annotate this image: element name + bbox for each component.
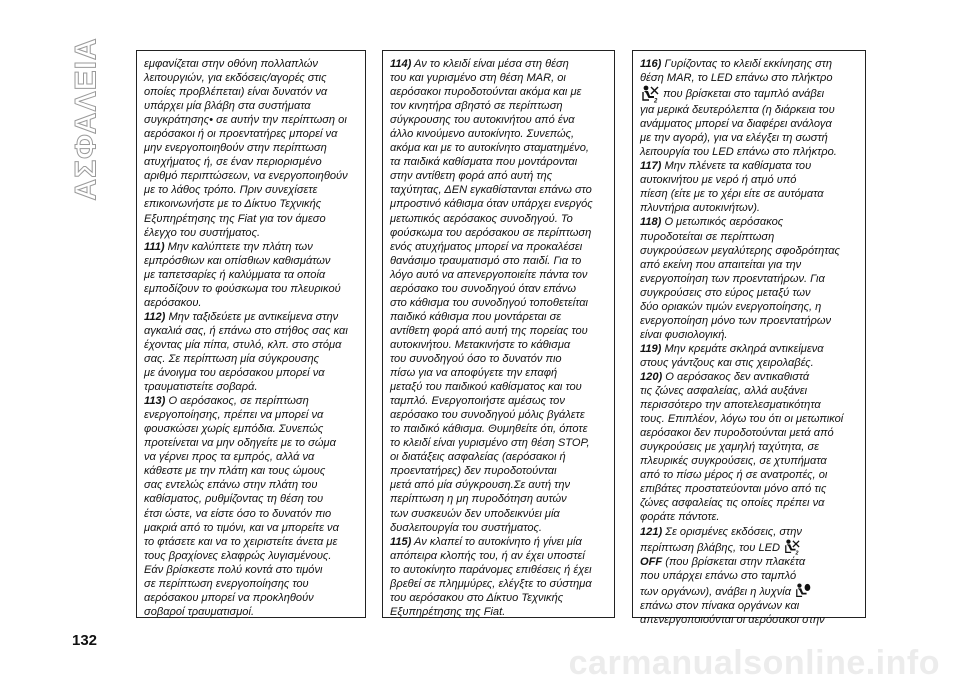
- text-line: στους γάντζους και στις χειρολαβές.: [640, 356, 814, 369]
- text-line: αερόσακο του συνοδηγού μόλις βγάλετε: [390, 409, 585, 422]
- text-line: συγκρούσεις με χαμηλή ταχύτητα, σε: [640, 441, 820, 454]
- text-line: φουσκώσει χωρίς εμπόδια. Συνεπώς: [144, 423, 324, 436]
- text-line: τον κινητήρα σβηστό σε περίπτωση: [390, 100, 563, 113]
- text-line: αερόσακου.: [144, 296, 202, 309]
- text-line: τις ζώνες ασφαλείας, αλλά αυξάνει: [640, 385, 808, 398]
- text-line: αυτοκινήτου. Μετακινήστε το κάθισμα: [390, 338, 571, 351]
- text-line: ανάμματος μπορεί να διαφέρει ανάλογα: [640, 118, 832, 131]
- text-column-1: [136, 50, 366, 618]
- text-line: πίσω για να αποφύγετε την επαφή: [390, 367, 558, 380]
- text-line: Ο μετωπικός αερόσακος: [661, 216, 784, 229]
- text-line: συγκρούσεις στο εύρος μεταξύ των: [640, 286, 811, 299]
- text-line: μακριά από το τιμόνι, και να μπορείτε να: [144, 521, 339, 534]
- text-line: μπροστινό κάθισμα όταν υπάρχει ενεργός: [390, 198, 593, 211]
- text-line: περισσότερο την αποτελεσματικότητα: [640, 399, 821, 412]
- note-117: [640, 159, 858, 215]
- text-line: δυσλειτουργία του συστήματος.: [390, 521, 542, 534]
- note-number: 121): [640, 525, 663, 538]
- text-line: έχοντας μία πίπα, στυλό, κλπ. στο στόμα: [144, 338, 342, 351]
- text-line: αερόσακου μπορεί να προκληθούν: [144, 591, 314, 604]
- note-number: 111): [144, 240, 165, 253]
- note-number: 119): [640, 342, 662, 355]
- text-line: τραυματιστείτε σοβαρά.: [144, 381, 258, 394]
- passenger-airbag-off-icon: [783, 539, 801, 555]
- text-line: το αυτοκίνητο παράνομες επιθέσεις ή έχει: [390, 563, 592, 576]
- text-line: Μην καλύπτετε την πλάτη των: [164, 240, 313, 253]
- text-line: συγκρούσεων μεγαλύτερης σφοδρότητας: [640, 244, 840, 257]
- column1-intro: [144, 57, 358, 240]
- text-line: εμφανίζεται στην οθόνη πολλαπλών: [144, 58, 318, 70]
- page-number: 132: [72, 632, 98, 649]
- note-number: 112): [144, 310, 166, 323]
- text-line: περίπτωση η μη πυροδότηση αυτών: [390, 493, 567, 506]
- text-line: το κλειδί είναι γυρισμένο στη θέση STOP,: [390, 437, 590, 450]
- text-line: λόγο αυτό να απενεργοποιείτε πάντα τον: [390, 268, 588, 281]
- text-line: Εάν βρίσκεστε πολύ κοντά στο τιμόνι: [144, 563, 323, 576]
- text-line: ταμπλό. Ενεργοποιήστε αμέσως τον: [390, 395, 565, 408]
- svg-text:2: 2: [795, 550, 799, 557]
- text-line: το φτάσετε και να το χειριστείτε άνετα με: [144, 535, 338, 548]
- text-line: εμπρόσθιων και οπίσθιων καθισμάτων: [144, 254, 331, 267]
- note-number: 115): [390, 535, 412, 548]
- text-line: σύγκρουσης του αυτοκινήτου από ένα: [390, 114, 575, 127]
- off-label: OFF: [640, 555, 663, 568]
- note-number: 117): [640, 160, 662, 173]
- text-line: Εξυπηρέτησης της Fiat για τον άμεσο: [144, 212, 326, 225]
- text-line: πλυντήρια αυτοκινήτων).: [640, 202, 760, 215]
- text-line: ακόμα και με το αυτοκίνητο σταματημένο,: [390, 142, 589, 155]
- text-line: πυροδοτείται σε περίπτωση: [640, 230, 775, 243]
- text-line: τους. Επιπλέον, λόγω του ότι οι μετωπικοί: [640, 413, 844, 426]
- note-119: [640, 342, 858, 370]
- text-line: υπάρχει μία βλάβη στα συστήματα: [144, 100, 311, 113]
- text-line: αερόσακοι δεν πυροδοτούνται μετά από: [640, 427, 834, 440]
- text-line: κάθεστε με την πλάτη και τους ώμους: [144, 465, 326, 478]
- text-line: ζώνες ασφαλείας τις οποίες πρέπει να: [640, 497, 825, 510]
- text-line: μεταξύ του παιδικού καθίσματος και του: [390, 381, 582, 394]
- text-line: Μην κρεμάτε σκληρά αντικείμενα: [661, 342, 824, 355]
- text-line: Αν κλαπεί το αυτοκίνητο ή γίνει μία: [411, 535, 582, 548]
- text-line: να γέρνει προς τα εμπρός, αλλά να: [144, 451, 315, 464]
- text-line: το παιδικό κάθισμα. Θυμηθείτε ότι, όποτε: [390, 423, 588, 436]
- text-line: σε περίπτωση ενεργοποίησης του: [144, 577, 309, 590]
- text-line: σας. Σε περίπτωση μία σύγκρουσης: [144, 352, 320, 365]
- text-line: αντίθετη φορά από αυτή της πορείας του: [390, 324, 588, 337]
- note-120: [640, 370, 858, 525]
- note-113: [144, 394, 358, 619]
- text-line: Μην ταξιδεύετε με αντικείμενα στην: [165, 310, 339, 323]
- text-line: από εκείνη που απαιτείται για την: [640, 258, 802, 271]
- note-116: 116) Γυρίζοντας το κλειδί εκκίνησης στη θέση MAR, το LED επάνω στο πλήκτρο 2 που βρίσκεται στο ταμπλό ανάβει για μερικά δευτερόλεπτα (η διάρκεια του ανάμματος μπορεί να διαφέρει ανάλογα με την αγορά), για να ελέγξει τη σωστή λειτουργία του LED επάνω στο πλήκτρο.: [640, 58, 837, 159]
- airbag-warning-icon: [794, 583, 812, 599]
- text-line: αριθμό περιπτώσεων, να ενεργοποιηθούν: [144, 170, 348, 183]
- text-line: με την αγορά), για να ελέγξει τη σωστή: [640, 132, 828, 145]
- text-line: πίεση (είτε με το χέρι είτε σε αυτόματα: [640, 188, 824, 201]
- text-line: Μην πλένετε τα καθίσματα του: [661, 160, 812, 173]
- text-line: ενεργοποίηση μόνο των προεντατήρων: [640, 314, 832, 327]
- text-line: Αν το κλειδί είναι μέσα στη θέση: [411, 58, 569, 70]
- text-line: για μερικά δευτερόλεπτα (η διάρκεια του: [640, 104, 835, 117]
- text-line: άλλο κινούμενο αυτοκίνητο. Συνεπώς,: [390, 128, 575, 141]
- text-line: επιβάτες προστατεύονται μόνο από τις: [640, 483, 827, 496]
- text-line: από το πίσω μέρος ή σε ανατροπές, οι: [640, 469, 828, 482]
- svg-text:2: 2: [654, 98, 658, 105]
- note-number: 116): [640, 58, 662, 70]
- text-line: εμποδίζουν το φούσκωμα του πλευρικού: [144, 282, 341, 295]
- note-number: 114): [390, 58, 412, 70]
- text-line: με άνοιγμα του αερόσακου μπορεί να: [144, 367, 325, 380]
- text-line: οποίες προβλέπεται) είναι δυνατόν να: [144, 86, 328, 99]
- text-line: προεντατήρες) δεν πυροδοτούνται: [390, 465, 557, 478]
- note-112: [144, 310, 358, 394]
- text-line: ενεργοποίηση των προεντατήρων. Για: [640, 272, 825, 285]
- text-line: έλεγχο του συστήματος.: [144, 226, 261, 239]
- text-line: απόπειρα κλοπής του, ή αν έχει υποστεί: [390, 549, 585, 562]
- text-line: του αερόσακου στο Δίκτυο Τεχνικής: [390, 591, 564, 604]
- text-line: μετά από μία σύγκρουση.Σε αυτή την: [390, 479, 571, 492]
- text-line: αερόσακοι ή οι προεντατήρες μπορεί να: [144, 128, 338, 141]
- text-line: καθίσματος, ρυθμίζοντας τη θέση του: [144, 493, 324, 506]
- text-line: θανάσιμο τραυματισμό στο παιδί. Για το: [390, 254, 582, 267]
- text-line: λειτουργιών, για εκδόσεις/αγορές στις: [144, 72, 327, 85]
- text-line: αερόσακο του συνοδηγού όταν επάνω: [390, 282, 577, 295]
- text-line: μετωπικός αερόσακος συνοδηγού. Το: [390, 212, 573, 225]
- text-line: ενεργοποίησης, πρέπει να μπορεί να: [144, 409, 324, 422]
- text-line: φοράτε πάντοτε.: [640, 511, 720, 524]
- text-line: τα παιδικά καθίσματα που μοντάρονται: [390, 156, 578, 169]
- text-line: ατυχήματος ή, σε έναν περιορισμένο: [144, 156, 322, 169]
- text-line: φούσκωμα του αερόσακου σε περίπτωση: [390, 226, 592, 239]
- text-line: στην αντίθετη φορά από αυτή της: [390, 170, 553, 183]
- text-line: επικοινωνήστε με το Δίκτυο Τεχνικής: [144, 198, 322, 211]
- text-line: σοβαροί τραυματισμοί.: [144, 605, 255, 618]
- note-111: [144, 240, 358, 310]
- text-line: αυτοκινήτου με νερό ή ατμό υπό: [640, 174, 797, 187]
- text-line: ταχύτητας, ΔΕΝ εγκαθίστανται επάνω στο: [390, 184, 592, 197]
- text-line: Εξυπηρέτησης της Fiat.: [390, 605, 506, 618]
- text-line: αγκαλιά σας, ή επάνω στο στήθος σας και: [144, 324, 348, 337]
- text-line: λειτουργία του LED επάνω στο πλήκτρο.: [640, 146, 837, 159]
- text-line: του συνοδηγού όσο το δυνατόν πιο: [390, 352, 562, 365]
- text-line: δύο οριακών τιμών ενεργοποίησης, η: [640, 300, 822, 313]
- text-line: Ο αερόσακος, σε περίπτωση: [165, 395, 309, 408]
- text-line: αερόσακοι πυροδοτούνται ακόμα και με: [390, 86, 582, 99]
- note-number: 120): [640, 370, 663, 383]
- text-column-3: [632, 50, 866, 626]
- text-line: Ο αερόσακος δεν αντικαθιστά: [662, 370, 810, 383]
- note-number: 113): [144, 395, 166, 408]
- text-line: παιδικό κάθισμα που μοντάρεται σε: [390, 310, 562, 323]
- watermark: carmanualsonline.info: [568, 644, 940, 682]
- text-line: είναι φυσιολογική.: [640, 328, 728, 341]
- text-line: συγκράτησης• σε αυτήν την περίπτωση οι: [144, 114, 347, 127]
- text-line: έτσι ώστε, να είστε όσο το δυνατόν πιο: [144, 507, 332, 520]
- text-line: πλευρικές συγκρούσεις, σε χτυπήματα: [640, 455, 827, 468]
- passenger-airbag-off-icon: [640, 85, 660, 103]
- text-line: σας εντελώς επάνω στην πλάτη του: [144, 479, 318, 492]
- section-title: ΑΣΦΑΛΕΙΑ: [70, 37, 104, 201]
- text-line: στο κάθισμα του συνοδηγού τοποθετείται: [390, 296, 589, 309]
- text-line: τους βραχίονες ελαφρώς λυγισμένους.: [144, 549, 332, 562]
- note-118: [640, 215, 858, 341]
- text-line: με το λάθος τρόπο. Πριν συνεχίσετε: [144, 184, 318, 197]
- note-114: [390, 57, 607, 535]
- text-line: βρεθεί σε πλημμύρες, ελέγξτε το σύστημα: [390, 577, 592, 590]
- note-number: 118): [640, 216, 662, 229]
- note-115: [390, 535, 607, 619]
- text-line: του και γυρισμένο στη θέση MAR, οι: [390, 72, 566, 85]
- text-line: με ταπετσαρίες ή καλύμματα τα οποία: [144, 268, 326, 281]
- text-line: προτείνεται να μην οδηγείτε με το σώμα: [144, 437, 336, 450]
- text-line: οι διατάξεις ασφαλείας (αερόσακοι ή: [390, 451, 566, 464]
- text-line: ενός ατυχήματος μπορεί να προκαλέσει: [390, 240, 583, 253]
- text-line: των συσκευών δεν υποδεικνύει μία: [390, 507, 560, 520]
- text-column-2: [382, 50, 615, 618]
- note-121: 121) Σε ορισμένες εκδόσεις, στην περίπτωση βλάβης, του LED 2 OFF (που βρίσκεται στην πλακέτα που υπάρχει επάνω στο ταμπλό των οργάνων), ανάβει η λυχνία επάνω στον πίνακα οργάνων και απενεργοποιούνται οι αερόσακοι στην: [640, 525, 825, 626]
- text-line: μην ενεργοποιηθούν στην περίπτωση: [144, 142, 327, 155]
